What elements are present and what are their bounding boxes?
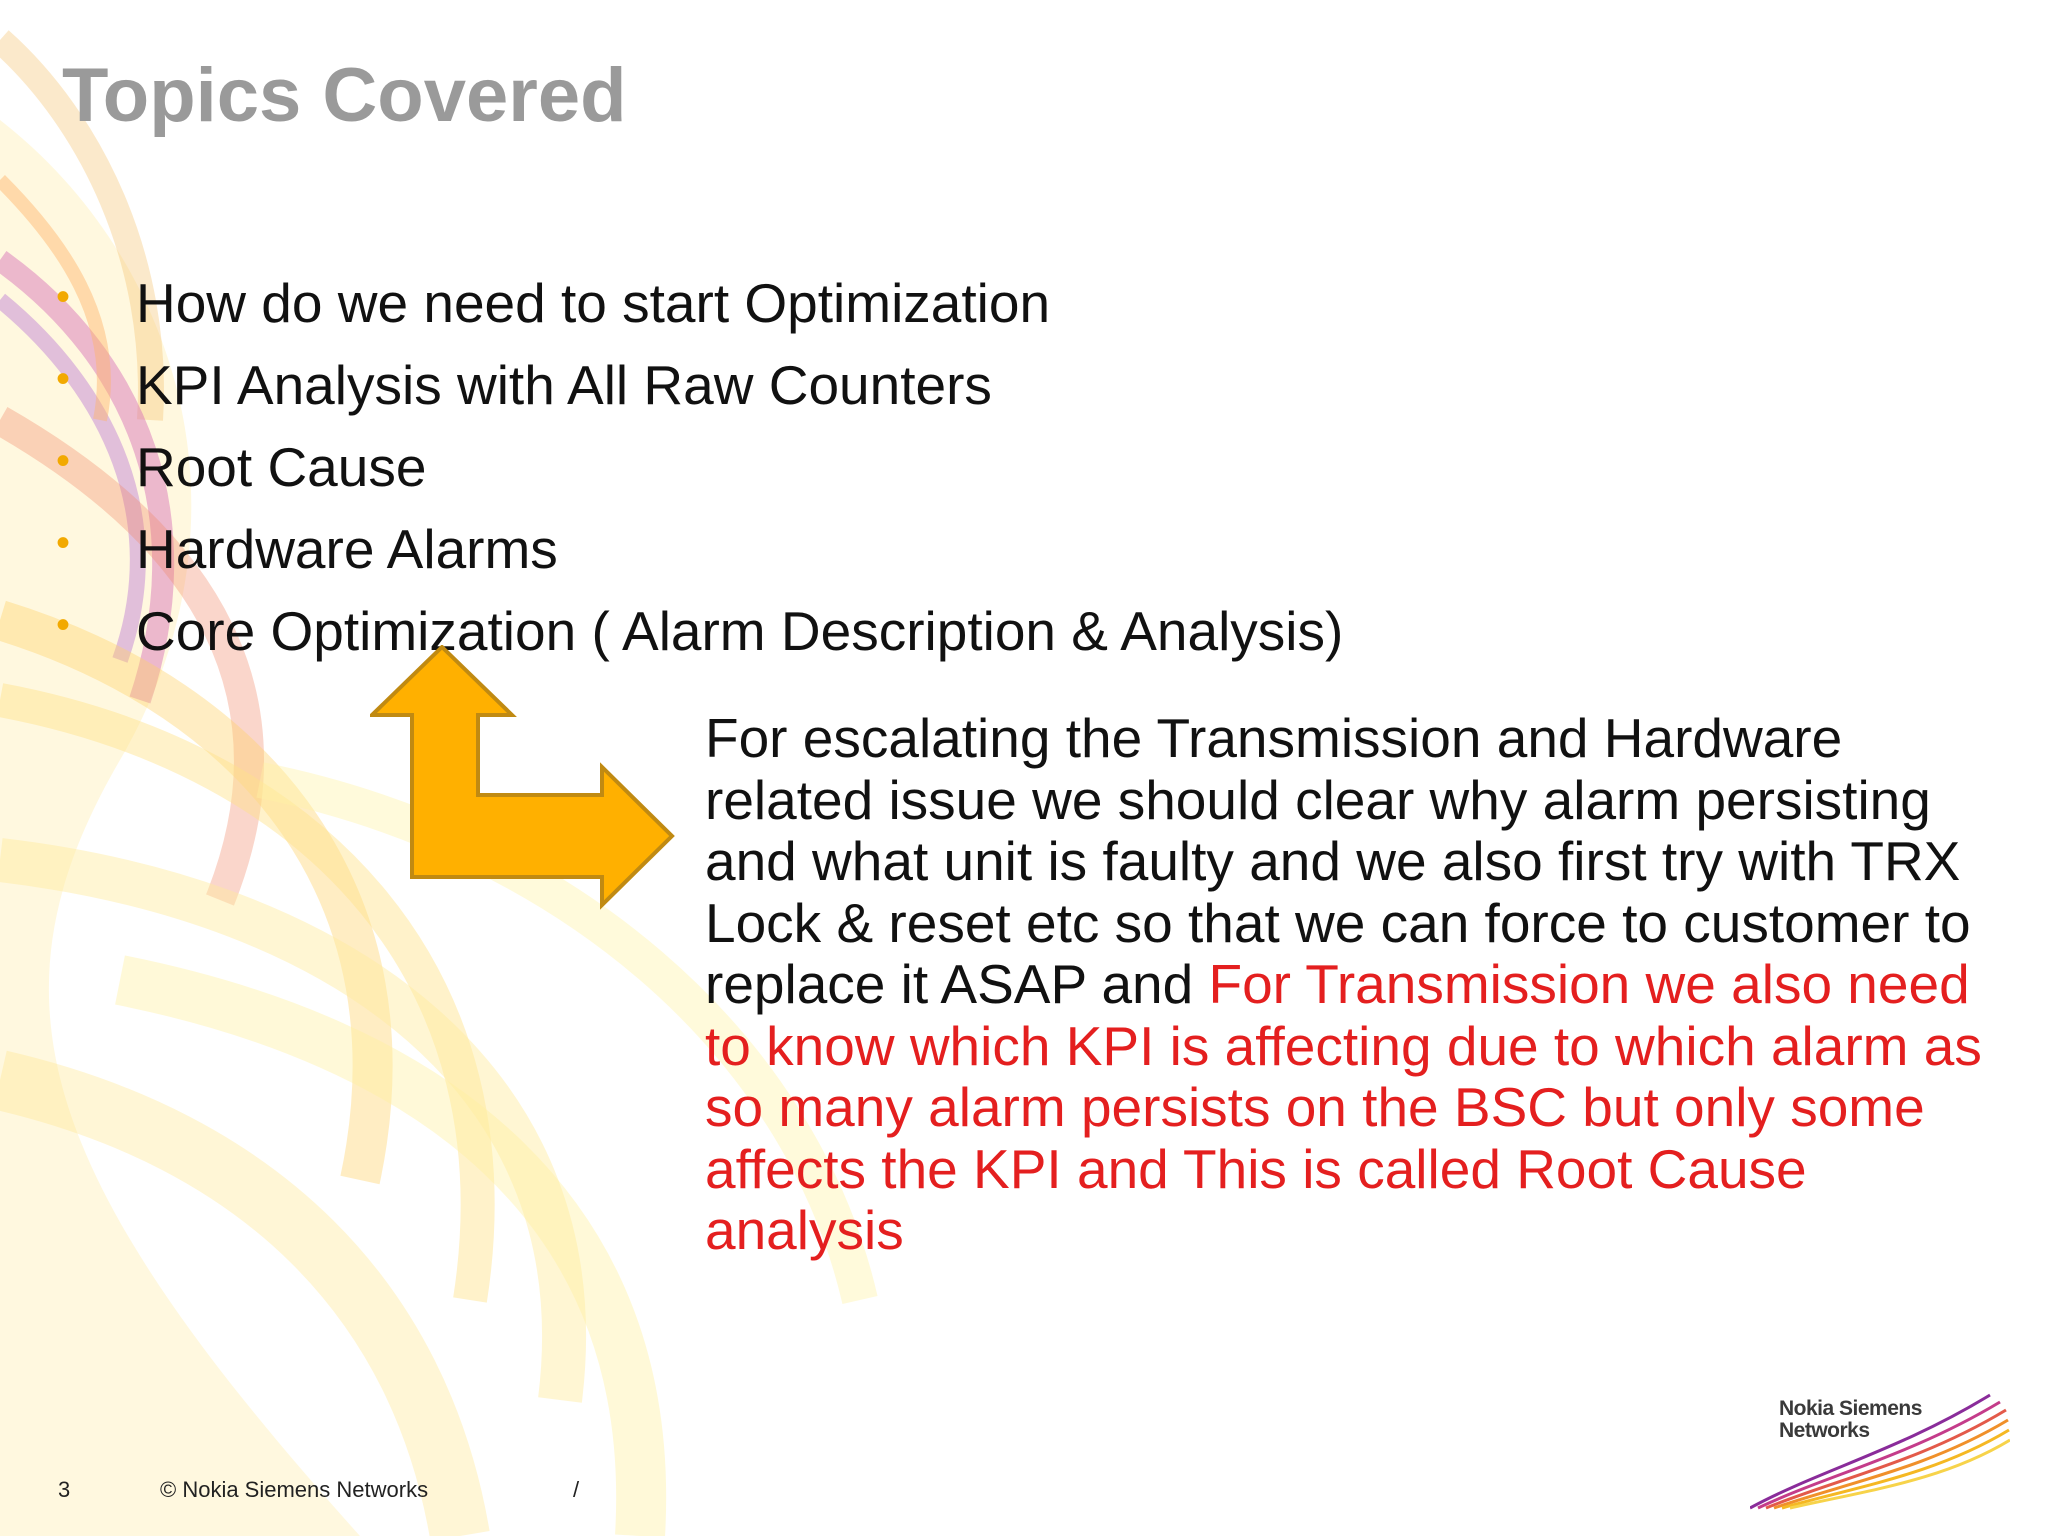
explanation-paragraph bbox=[705, 708, 1995, 1262]
company-logo bbox=[1779, 1398, 1922, 1442]
page-number: 3 bbox=[58, 1477, 71, 1502]
logo-line-1: Nokia Siemens bbox=[1779, 1397, 1922, 1420]
list-item-label: Hardware Alarms bbox=[136, 518, 558, 580]
list-item-label: Root Cause bbox=[136, 436, 427, 498]
footer-separator: / bbox=[573, 1477, 580, 1502]
logo-line-2: Networks bbox=[1779, 1419, 1870, 1442]
paragraph-red-text: For Transmission we also need to know which KPI is affecting due to which alarm as so many alarm persists on the BSC but only some affects the KPI and This is called Root Cause analysis bbox=[705, 953, 1982, 1261]
bullet-dot-icon: • bbox=[56, 357, 71, 401]
copyright-text: © Nokia Siemens Networks bbox=[160, 1477, 429, 1502]
bullet-dot-icon: • bbox=[56, 275, 71, 319]
paragraph-black-text: For escalating the Transmission and Hardware related issue we should clear why alarm persisting and what unit is faulty and we also first try with TRX Lock & reset etc so that we can force to customer to replace it ASAP and bbox=[705, 707, 1971, 1015]
bullet-dot-icon: • bbox=[56, 603, 71, 647]
bullet-dot-icon: • bbox=[56, 439, 71, 483]
list-item-label: Core Optimization ( Alarm Description & Analysis) bbox=[136, 600, 1344, 662]
slide-title: Topics Covered bbox=[62, 53, 627, 138]
up-right-bent-arrow-icon bbox=[370, 645, 675, 915]
bullet-dot-icon: • bbox=[56, 521, 71, 565]
list-item-label: KPI Analysis with All Raw Counters bbox=[136, 354, 992, 416]
list-item-label: How do we need to start Optimization bbox=[136, 272, 1051, 334]
